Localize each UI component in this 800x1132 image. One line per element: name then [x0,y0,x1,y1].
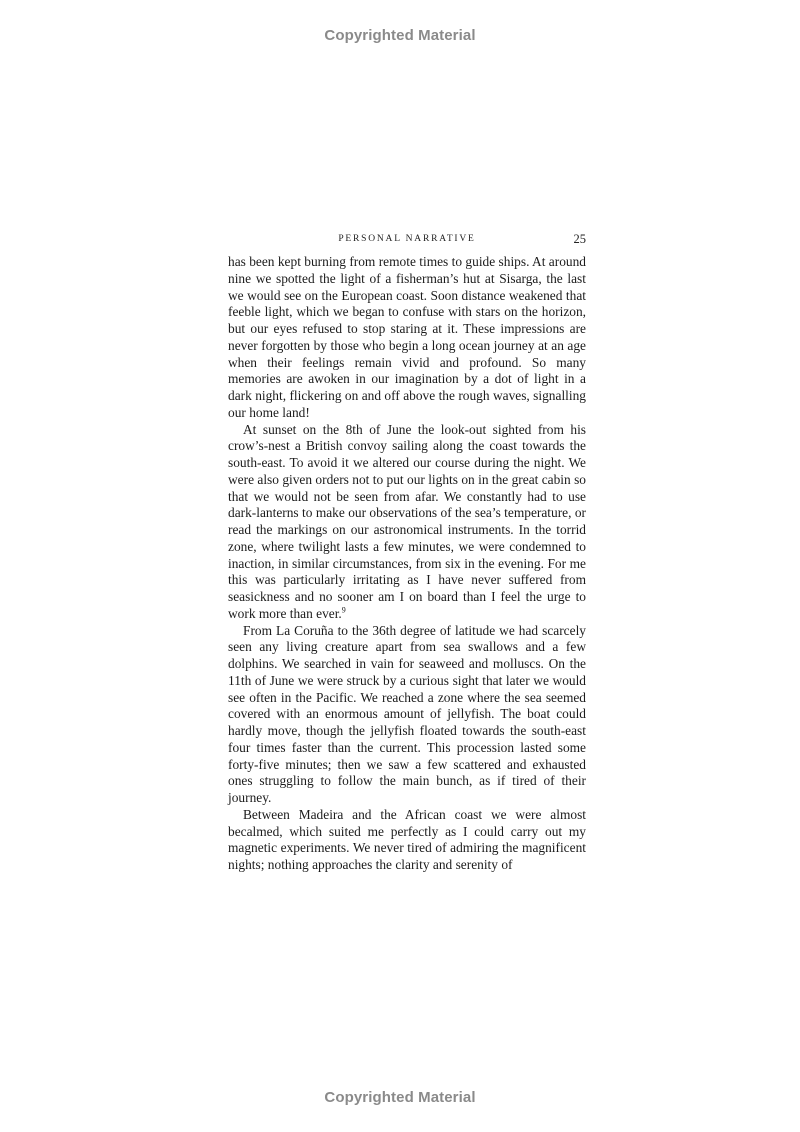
copyright-watermark-bottom: Copyrighted Material [324,1089,476,1106]
footnote-marker: 9 [341,605,346,615]
paragraph-4: Between Madeira and the African coast we were almost becalmed, which suited me perfectly as I could carry out my magnetic experiments. We never tired of admiring the magnificent nights; nothing approaches the clarity and serenity of [228,806,586,872]
running-title: PERSONAL NARRATIVE [338,234,476,244]
paragraph-2 [228,422,586,623]
paragraph-2-text: At sunset on the 8th of June the look-out sighted from his crow’s-nest a British convoy sailing along the coast towards the south-east. To avoid it we altered our course during the night. We were also given orders not to put our lights on in the great cabin so that we would not be seen from afar. We constantly had to use dark-lanterns to make our observations of the sea’s temperature, or read the markings on our astronomical instruments. In the torrid zone, where twilight lasts a few minutes, we were condemned to inaction, in similar circumstances, from six in the evening. For me this was particularly irritating as I have never suffered from seasickness and no sooner am I on board than I feel the urge to work more than ever. [228,421,586,621]
running-head [228,232,586,248]
page-number: 25 [573,232,586,246]
paragraph-3: From La Coruña to the 36th degree of latitude we had scarcely seen any living creature apart from sea swallows and a few dolphins. We searched in vain for seaweed and molluscs. On the 11th of June we were struck by a curious sight that later we would see often in the Pacific. We reached a zone where the sea seemed covered with an enormous amount of jellyfish. The boat could hardly move, though the jellyfish floated towards the south-east four times faster than the current. This procession lasted some forty-five minutes; then we saw a few scattered and exhausted ones struggling to follow the main bunch, as if tired of their journey. [228,622,586,805]
paragraph-1: has been kept burning from remote times to guide ships. At around nine we spotted the light of a fisherman’s hut at Sisarga, the last we would see on the European coast. Soon distance weakened that feeble light, which we began to confuse with stars on the horizon, but our eyes refused to stop staring at it. These impressions are never forgotten by those who begin a long ocean journey at an age when their feelings remain vivid and profound. So many memories are awoken in our imagination by a dot of light in a dark night, flickering on and off above the rough waves, signalling our home land! [228,254,586,420]
copyright-watermark-top: Copyrighted Material [324,27,476,44]
body-text [228,254,586,874]
